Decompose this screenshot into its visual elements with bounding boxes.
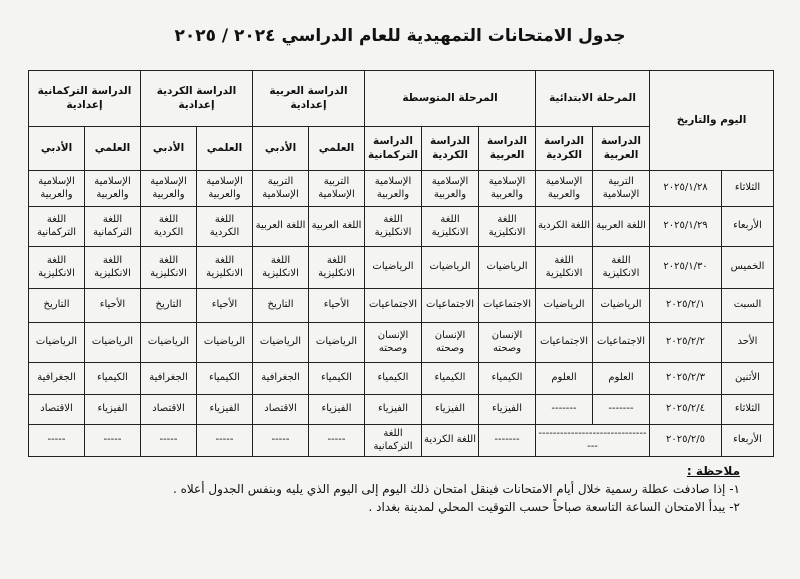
subject-cell: ------- [479, 425, 536, 457]
sub-header: الدراسة التركمانية [365, 127, 422, 171]
subject-cell: الكيمياء [197, 363, 253, 395]
subject-cell: الرياضيات [29, 323, 85, 363]
sub-header: الدراسة الكردية [422, 127, 479, 171]
table-row [29, 289, 774, 323]
subject-cell: اللغة التركمانية [29, 207, 85, 247]
subject-cell: اللغة الكردية [141, 207, 197, 247]
subject-cell: الإسلامية والعربية [479, 171, 536, 207]
date-cell: ٢٠٢٥/١/٢٩ [650, 207, 722, 247]
subject-cell: العلوم [536, 363, 593, 395]
day-cell: الأربعاء [722, 207, 774, 247]
table-row [29, 171, 774, 207]
subject-cell: ------- [593, 395, 650, 425]
day-cell: الأحد [722, 323, 774, 363]
day-cell: الأثنين [722, 363, 774, 395]
subject-cell: الرياضيات [309, 323, 365, 363]
subject-cell-merged: --------------------------------- [536, 425, 650, 457]
subject-cell: ----- [309, 425, 365, 457]
subject-cell: اللغة الانكليزية [365, 207, 422, 247]
sub-header: العلمي [85, 127, 141, 171]
subject-cell: اللغة العربية [593, 207, 650, 247]
subject-cell: الاقتصاد [253, 395, 309, 425]
day-cell: الثلاثاء [722, 395, 774, 425]
subject-cell: الإسلامية والعربية [29, 171, 85, 207]
subject-cell: التاريخ [141, 289, 197, 323]
subject-cell: الإسلامية والعربية [536, 171, 593, 207]
subject-cell: الرياضيات [141, 323, 197, 363]
subject-cell: الإنسان وصحته [422, 323, 479, 363]
subject-cell: ------- [536, 395, 593, 425]
subject-cell: الإسلامية والعربية [422, 171, 479, 207]
subject-cell: الرياضيات [253, 323, 309, 363]
subject-cell: اللغة الانكليزية [141, 247, 197, 289]
subject-cell: الإنسان وصحته [365, 323, 422, 363]
primary-stage-header: المرحلة الابتدائية [536, 71, 650, 127]
subject-cell: الاجتماعيات [536, 323, 593, 363]
table-row [29, 425, 774, 457]
subject-cell: الرياضيات [197, 323, 253, 363]
subject-cell: اللغة الانكليزية [253, 247, 309, 289]
subject-cell: ----- [141, 425, 197, 457]
date-cell: ٢٠٢٥/٢/٥ [650, 425, 722, 457]
subject-cell: الكيمياء [85, 363, 141, 395]
subject-cell: اللغة الانكليزية [479, 207, 536, 247]
subject-cell: الإنسان وصحته [479, 323, 536, 363]
subject-cell: اللغة الكردية [422, 425, 479, 457]
subject-cell: الأحياء [197, 289, 253, 323]
subject-cell: الأحياء [309, 289, 365, 323]
subject-cell: اللغة الانكليزية [536, 247, 593, 289]
subject-cell: الكيمياء [422, 363, 479, 395]
sub-header: الأدبي [253, 127, 309, 171]
subject-cell: الفيزياء [197, 395, 253, 425]
note-item: ٢- يبدأ الامتحان الساعة التاسعة صباحاً حسب التوقيت المحلي لمدينة بغداد . [368, 500, 740, 514]
subject-cell: ----- [29, 425, 85, 457]
subject-cell: الفيزياء [365, 395, 422, 425]
date-cell: ٢٠٢٥/١/٢٨ [650, 171, 722, 207]
subject-cell: الجغرافية [253, 363, 309, 395]
subject-cell: التربية الإسلامية [593, 171, 650, 207]
sub-header: الدراسة الكردية [536, 127, 593, 171]
subject-cell: الرياضيات [422, 247, 479, 289]
subject-cell: الرياضيات [365, 247, 422, 289]
subject-cell: ----- [197, 425, 253, 457]
sub-header: الأدبي [141, 127, 197, 171]
notes-section [40, 462, 740, 516]
subject-cell: الجغرافية [29, 363, 85, 395]
sub-header: الأدبي [29, 127, 85, 171]
subject-cell: اللغة العربية [309, 207, 365, 247]
exam-schedule-table [28, 70, 774, 457]
subject-cell: الرياضيات [536, 289, 593, 323]
day-cell: الخميس [722, 247, 774, 289]
day-cell: الثلاثاء [722, 171, 774, 207]
subject-cell: الفيزياء [479, 395, 536, 425]
sub-header: العلمي [197, 127, 253, 171]
subject-cell: الإسلامية والعربية [141, 171, 197, 207]
subject-cell: الاجتماعيات [365, 289, 422, 323]
subject-cell: اللغة الانكليزية [422, 207, 479, 247]
date-cell: ٢٠٢٥/١/٣٠ [650, 247, 722, 289]
subject-cell: الجغرافية [141, 363, 197, 395]
subject-cell: الاجتماعيات [422, 289, 479, 323]
subject-cell: الرياضيات [593, 289, 650, 323]
subject-cell: الإسلامية والعربية [197, 171, 253, 207]
subject-cell: التاريخ [253, 289, 309, 323]
subject-cell: الاقتصاد [29, 395, 85, 425]
date-cell: ٢٠٢٥/٢/١ [650, 289, 722, 323]
subject-cell: الأحياء [85, 289, 141, 323]
subject-cell: اللغة الانكليزية [593, 247, 650, 289]
subject-cell: الرياضيات [85, 323, 141, 363]
subject-cell: ----- [253, 425, 309, 457]
subject-cell: اللغة الانكليزية [197, 247, 253, 289]
subject-cell: التربية الإسلامية [309, 171, 365, 207]
subject-cell: الفيزياء [85, 395, 141, 425]
subject-cell: الرياضيات [479, 247, 536, 289]
day-cell: السبت [722, 289, 774, 323]
subject-cell: الإسلامية والعربية [85, 171, 141, 207]
subject-cell: اللغة العربية [253, 207, 309, 247]
subject-cell: الاجتماعيات [593, 323, 650, 363]
subject-cell: اللغة الانكليزية [309, 247, 365, 289]
subject-cell: الكيمياء [479, 363, 536, 395]
subject-cell: الفيزياء [309, 395, 365, 425]
subject-cell: الكيمياء [365, 363, 422, 395]
subject-cell: اللغة التركمانية [365, 425, 422, 457]
subject-cell: اللغة الكردية [197, 207, 253, 247]
table-row [29, 323, 774, 363]
kurdish-prep-header: الدراسة الكردية إعدادية [141, 71, 253, 127]
arabic-prep-header: الدراسة العربية إعدادية [253, 71, 365, 127]
subject-cell: الكيمياء [309, 363, 365, 395]
table-row [29, 395, 774, 425]
intermediate-stage-header: المرحلة المتوسطة [365, 71, 536, 127]
note-item: ١- إذا صادفت عطلة رسمية خلال أيام الامتحانات فينقل امتحان ذلك اليوم إلى اليوم الذي يليه وبنفس الجدول أعلاه . [172, 482, 740, 496]
subject-cell: التاريخ [29, 289, 85, 323]
subject-cell: الفيزياء [422, 395, 479, 425]
subject-cell: اللغة الانكليزية [85, 247, 141, 289]
date-cell: ٢٠٢٥/٢/٢ [650, 323, 722, 363]
subject-cell: الاجتماعيات [479, 289, 536, 323]
table-row [29, 207, 774, 247]
day-date-header: اليوم والتاريخ [650, 71, 774, 171]
subject-cell: التربية الإسلامية [253, 171, 309, 207]
page-title: جدول الامتحانات التمهيدية للعام الدراسي ٢٠٢٤ / ٢٠٢٥ [174, 26, 626, 46]
subject-cell: ----- [85, 425, 141, 457]
subject-cell: اللغة التركمانية [85, 207, 141, 247]
date-cell: ٢٠٢٥/٢/٤ [650, 395, 722, 425]
notes-heading: ملاحظة : [686, 464, 740, 478]
date-cell: ٢٠٢٥/٢/٣ [650, 363, 722, 395]
turkmen-prep-header: الدراسة التركمانية إعدادية [29, 71, 141, 127]
day-cell: الأربعاء [722, 425, 774, 457]
subject-cell: الاقتصاد [141, 395, 197, 425]
subject-cell: اللغة الانكليزية [29, 247, 85, 289]
table-row [29, 363, 774, 395]
sub-header: الدراسة العربية [479, 127, 536, 171]
subject-cell: اللغة الكردية [536, 207, 593, 247]
sub-header: العلمي [309, 127, 365, 171]
subject-cell: الإسلامية والعربية [365, 171, 422, 207]
subject-cell: العلوم [593, 363, 650, 395]
sub-header: الدراسة العربية [593, 127, 650, 171]
table-row [29, 247, 774, 289]
